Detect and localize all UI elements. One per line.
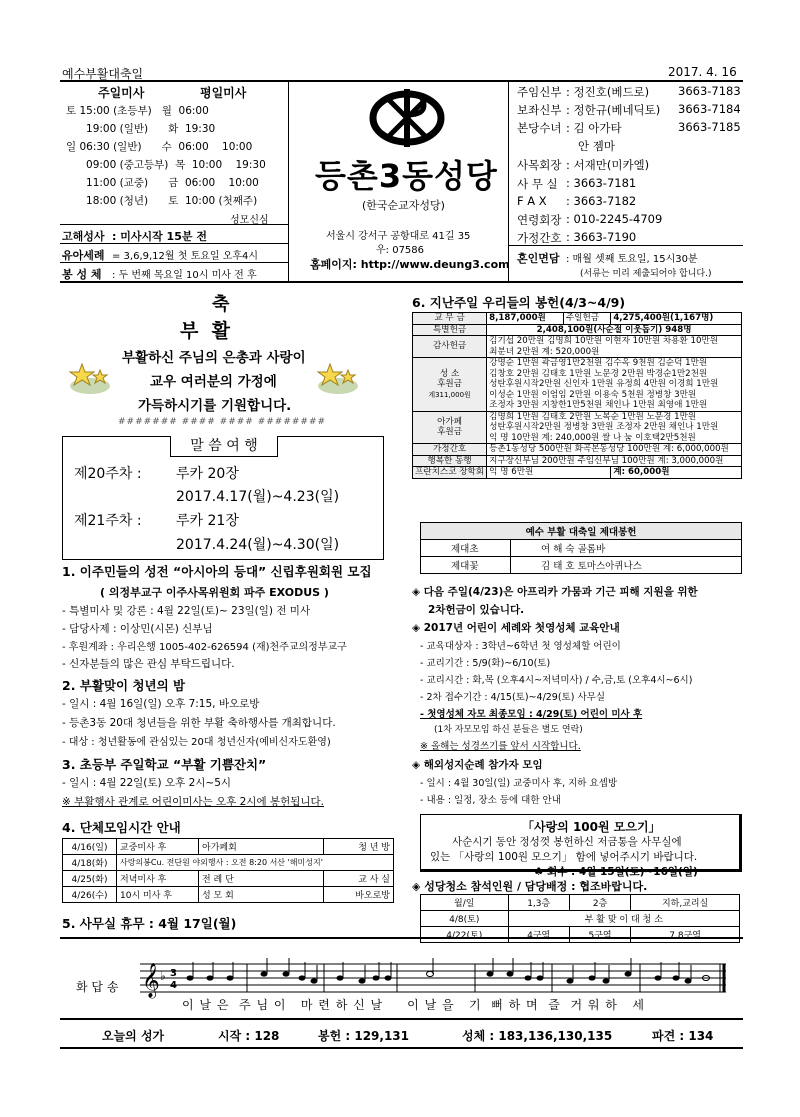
contact-phone: 3663-7184 — [678, 102, 741, 116]
divider — [60, 1047, 743, 1049]
table-row: 4/18(화) 사랑의봉Cu. 전단원 야외행사 : 오전 8:20 서산 '해미성지' — [63, 855, 394, 871]
shrine-note: 성모신심 — [230, 215, 269, 226]
divider — [60, 1018, 743, 1020]
greeting-line: 부활하신 주님의 은총과 사랑이 — [122, 350, 306, 366]
table-row: 제대초 여 해 숙 골롬바 — [421, 540, 742, 557]
table-row: 성 소 후원금 계311,000원 강명순 1만원 곽금영1만2천원 김수옥 9천원 김순덕 1만원 김창호 2만원 김태호 1만원 노문경 2만원 박경순1만2천원 성탄후원시작2만원 신인자 1만원 유정희 4만원 이경희 1만원 이성순 1만원 이엄임 2만원 이용숙 5천원 정병창 3만원 조정자 3만원 지창한1만5천원 채인나 1만원 최영애 1만원 — [413, 358, 742, 412]
table-row: 4/25(화) 저녁미사 후 전 례 단 교 사 실 — [63, 871, 394, 887]
divider — [288, 81, 289, 281]
notice-line: 2차헌금이 있습니다. — [428, 604, 525, 616]
notice-line: - 일시 : 4월 30일(일) 교중미사 후, 지하 요셉방 — [420, 778, 618, 789]
news1-subtitle: ( 의정부교구 이주사목위원회 파주 EXODUS ) — [100, 586, 329, 599]
contact-phone: 3663-7185 — [678, 120, 741, 134]
hymns-title: 오늘의 성가 — [102, 1029, 165, 1043]
hymn-offertory: 봉헌 : 129,131 — [318, 1029, 409, 1043]
table-row: 4/22(토) 4구역 5구역 7,8구역 — [421, 927, 740, 943]
svg-text:4: 4 — [170, 980, 177, 991]
hymn-recession: 파견 : 134 — [652, 1029, 714, 1043]
coin-title: 「사랑의 100원 모으기」 — [522, 820, 661, 834]
communion-visit-label: 봉 성 체 — [62, 268, 102, 281]
contact-value: : 정한규(베네딕토) — [566, 103, 661, 117]
star-icon — [68, 360, 112, 396]
infant-baptism-value: = 3,6,9,12월 첫 토요일 오후4시 — [112, 251, 259, 262]
cleaning-table — [420, 894, 740, 943]
cleaning-title: ◈ 성당청소 참석인원 / 담당배정 : 협조바랍니다. — [412, 880, 648, 893]
week21-book: 루카 21장 — [176, 513, 239, 529]
word-journey-title: 말 씀 여 행 — [170, 436, 278, 457]
news4-title: 4. 단체모임시간 안내 — [62, 820, 181, 835]
sunday-mass-title: 주일미사 — [98, 86, 145, 100]
table-row: 4/16(일) 교중미사 후 아가페회 청 년 방 — [63, 839, 394, 855]
infant-baptism-label: 유아세례 — [62, 249, 105, 262]
notice-line: ※ 올해는 성경쓰기를 앞서 시작합니다. — [420, 741, 581, 752]
contact-label: 본당수녀 — [517, 121, 562, 135]
news1-line: - 담당사제 : 이상민(시몬) 신부님 — [62, 623, 213, 635]
mass-row: 일 06:30 (일반) 수 06:00 10:00 — [66, 141, 253, 153]
mass-row: 18:00 (청년) 토 10:00 (첫째주) — [66, 195, 258, 207]
news1-line: - 신자분들의 많은 관심 부탁드립니다. — [62, 658, 235, 670]
contact-label: 보좌신부 — [517, 103, 562, 117]
mass-row: 19:00 (일반) 화 19:30 — [66, 123, 216, 135]
divider — [60, 224, 288, 225]
hymn-communion: 성체 : 183,136,130,135 — [462, 1029, 613, 1043]
week20-dates: 2017.4.17(월)~4.23(일) — [176, 489, 340, 505]
table-row: 월/일 1,3층 2층 지하,교리실 — [421, 895, 740, 911]
church-name: 등촌3동성당 — [315, 157, 498, 195]
church-address: 서울시 강서구 공항대로 41길 35 — [326, 231, 471, 242]
feast-name: 예수부활대축일 — [62, 67, 144, 81]
greeting-chuk: 축 — [212, 294, 230, 315]
marriage-value: : 매월 셋째 토요일, 15시30분 — [566, 254, 698, 265]
news3-line: - 일시 : 4월 22일(토) 오후 2시~5시 — [62, 777, 232, 789]
offering-table — [412, 312, 742, 479]
week20-book: 루카 20장 — [176, 466, 239, 482]
table-row: 4/26(수) 10시 미사 후 성 모 회 바오로방 — [63, 887, 394, 903]
divider — [508, 81, 509, 281]
table-row: 4/8(토) 부 활 맞 이 대 청 소 — [421, 911, 740, 927]
contact-value: : 3663-7181 — [566, 176, 637, 190]
psalm-lyrics: 이 날 은 주 님 이 마 련 하 신 날 이 날 을 기 뻐 하 며 즐 거 워 하 세 — [182, 998, 645, 1012]
notice-line: (1차 자모모임 하신 분들은 별도 연락) — [434, 725, 583, 735]
group-meetings-table — [62, 838, 394, 903]
confession-value: : 미사시작 15분 전 — [112, 230, 207, 243]
church-subtitle: (한국순교자성당) — [362, 199, 445, 212]
notice-line: - 2차 접수기간 : 4/15(토)~4/29(토) 사무실 — [420, 692, 605, 703]
contact-value: : 김 아가타 — [566, 121, 622, 135]
table-row: 프란치스코 장학회 익 명 6만원 계: 60,000원 — [413, 467, 742, 479]
notice-line: ◈ 해외성지순례 참가자 모임 — [412, 759, 543, 771]
mass-row: 09:00 (중고등부) 목 10:00 19:30 — [66, 159, 266, 171]
contact-value: 안 젬마 — [578, 139, 615, 153]
table-row: 행복한 동행 지구장신부님 200만원 주임신부님 100만원 계: 3,000,000원 — [413, 455, 742, 467]
table-row: 아가페 후원금 김명희 1만원 김태호 2만원 노복순 1만원 노문경 1만원 성탄후원시작2만원 정병창 3만원 조정자 2만원 채인나 1만원 익 명 10만원 계: 240,000원 쌀 나 눔 이호택2만5천원 — [413, 411, 742, 444]
contact-label: 가정간호 — [517, 231, 562, 245]
divider — [508, 245, 743, 246]
contact-value: : 010-2245-4709 — [566, 212, 663, 226]
notice-line: - 내용 : 일정, 장소 등에 대한 안내 — [420, 795, 561, 806]
coin-line: 있는 「사랑의 100원 모으기」 함에 넣어주시기 바랍니다. — [430, 851, 698, 863]
table-row: 가정간호 등촌1동성당 500만원 화곡본동성당 100만원 계: 6,000,000원 — [413, 444, 742, 456]
contact-label: 사 무 실 — [517, 177, 558, 191]
contact-value: : 정진호(베드로) — [566, 85, 650, 99]
svg-text:𝄞: 𝄞 — [142, 963, 160, 998]
notice-line: ◈ 2017년 어린이 세례와 첫영성체 교육안내 — [412, 622, 620, 634]
svg-text:♭: ♭ — [160, 969, 166, 983]
week21-label: 제21주차 : — [74, 513, 142, 529]
news3-line: ※ 부활행사 관계로 어린이미사는 오후 2시에 봉헌됩니다. — [62, 796, 324, 808]
contact-value: : 서재만(미카엘) — [566, 158, 650, 172]
contact-label: 연령회장 — [517, 213, 562, 227]
news3-title: 3. 초등부 주일학교 “부활 기쁨잔치” — [62, 757, 267, 772]
mass-row: 11:00 (교중) 금 06:00 10:00 — [66, 177, 259, 189]
contact-label: 주임신부 — [517, 85, 562, 99]
news2-line: - 등촌3동 20대 청년들을 위한 부활 축하행사를 개최합니다. — [62, 717, 336, 729]
table-row: 특별헌금 2,408,100원(사순절 이웃돕기) 948명 — [413, 324, 742, 336]
week20-label: 제20주차 : — [74, 466, 142, 482]
contact-phone: 3663-7183 — [678, 84, 741, 98]
confession-label: 고해성사 — [62, 230, 105, 243]
mass-row: 토 15:00 (초등부) 월 06:00 — [66, 105, 209, 117]
notice-line: ◈ 다음 주일(4/23)은 아프리카 가뭄과 기근 피해 지원을 위한 — [412, 586, 698, 598]
week21-dates: 2017.4.24(월)~4.30(일) — [176, 537, 340, 553]
notice-line: - 교육대상자 : 3학년~6학년 첫 영성체할 어린이 — [420, 641, 621, 652]
greeting-stars: ####### #### #### ######## — [118, 417, 327, 427]
greeting-line: 가득하시기를 기원합니다. — [138, 398, 292, 414]
greeting-line: 교우 여러분의 가정에 — [150, 374, 277, 390]
weekday-mass-title: 평일미사 — [200, 86, 247, 100]
table-row: 제대꽃 김 태 호 토마스아퀴나스 — [421, 557, 742, 574]
coin-line: 사순시기 동안 정성껏 봉헌하신 저금통을 사무실에 — [452, 836, 682, 848]
news2-line: - 대상 : 청년활동에 관심있는 20대 청년신자(예비신자도환영) — [62, 737, 331, 748]
offering-title: 6. 지난주일 우리들의 봉헌(4/3~4/9) — [412, 295, 626, 310]
divider — [60, 262, 288, 263]
issue-date: 2017. 4. 16 — [668, 65, 737, 79]
divider — [60, 80, 743, 82]
notice-line: - 첫영성체 자모 최종모임 : 4/29(토) 어린이 미사 후 — [420, 709, 643, 720]
contact-label: 사목회장 — [517, 158, 562, 172]
church-zip: 우: 07586 — [376, 245, 425, 256]
svg-text:3: 3 — [170, 968, 177, 979]
news1-line: - 후원계좌 : 우리은행 1005-402-626594 (재)천주교의정부교구 — [62, 642, 347, 653]
divider — [60, 243, 288, 244]
divider — [60, 281, 743, 283]
table-row: 교 무 금 8,187,000원 주일헌금 4,275,400원(1,167명) — [413, 313, 742, 325]
contact-label: F A X — [517, 194, 547, 208]
news2-title: 2. 부활맞이 청년의 밤 — [62, 678, 186, 693]
news2-line: - 일시 : 4월 16일(일) 오후 7:15, 바오로방 — [62, 698, 260, 710]
communion-visit-value: : 두 번째 목요일 10시 미사 전 후 — [112, 270, 257, 281]
hymn-entrance: 시작 : 128 — [218, 1029, 280, 1043]
church-homepage[interactable]: 홈페이지: http://www.deung3.com — [310, 258, 510, 271]
altar-offering-table — [420, 522, 742, 574]
table-row: 감사헌금 김기섭 20만원 김명희 10만원 이현자 10만원 차용환 10만원 최분녀 2만원 계: 520,000원 — [413, 336, 742, 358]
divider — [60, 937, 743, 939]
marriage-label: 혼인면담 — [517, 252, 560, 265]
notice-line: - 교리기간 : 5/9(화)~6/10(토) — [420, 658, 551, 669]
marriage-note: (서류는 미리 제출되어야 합니다.) — [580, 269, 712, 279]
star-icon — [316, 360, 360, 396]
news1-title: 1. 이주민들의 성전 “아시아의 등대” 신립후원회원 모집 — [62, 564, 372, 579]
coin-line: ♣ 회수 : 4월 15일(토)~16일(일) — [534, 866, 698, 878]
contact-value: : 3663-7182 — [566, 194, 637, 208]
psalm-label: 화 답 송 — [76, 980, 119, 994]
contact-value: : 3663-7190 — [566, 230, 637, 244]
chi-rho-logo — [366, 85, 448, 151]
table-row: 예수 부활 대축일 제대봉헌 — [421, 523, 742, 540]
greeting-title: 부 활 — [180, 320, 230, 342]
notice-line: - 교리시간 : 화,목 (오후4시~저녁미사) / 수,금,토 (오후4시~6시) — [420, 675, 693, 686]
news1-line: - 특별미사 및 강론 : 4월 22일(토)~ 23일(일) 전 미사 — [62, 605, 311, 617]
news5-title: 5. 사무실 휴무 : 4월 17일(월) — [62, 916, 237, 931]
